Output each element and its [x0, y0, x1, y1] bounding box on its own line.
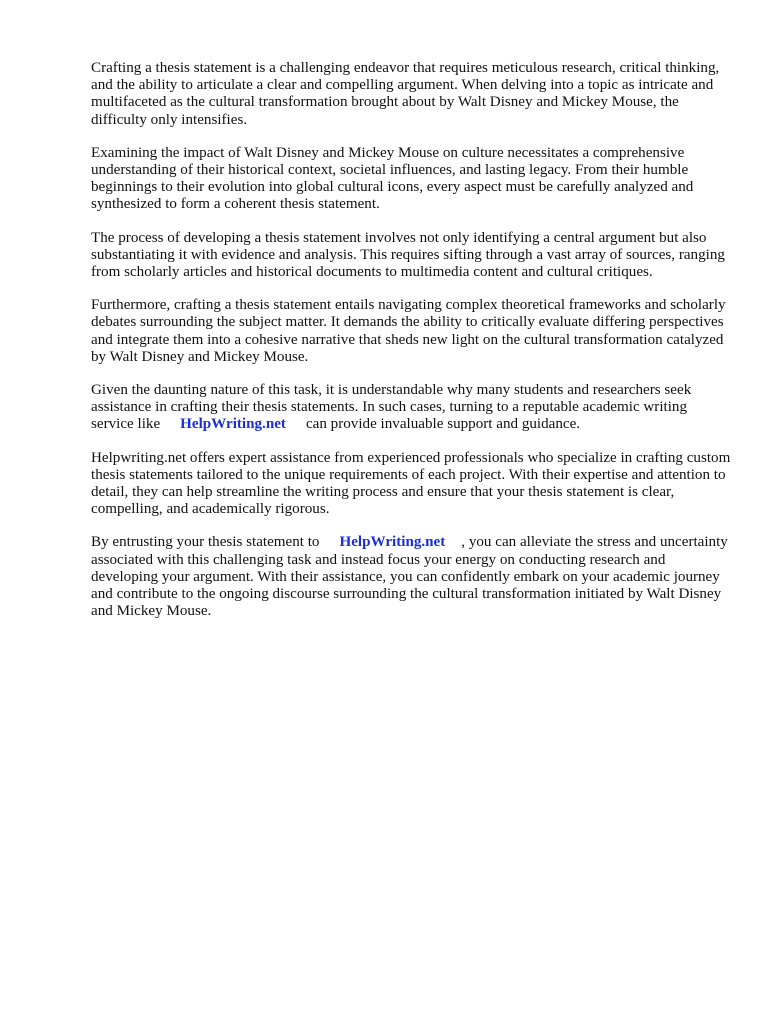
paragraph-entrusting-text-after: , you can alleviate the stress and uncertainty associated with this challenging task and instead focus your energy on conducting research and developing your argument. With their assistance, you can confidently embark on your academic journey and contribute to the ongoing discourse surrounding the cultural transformation initiated by Walt Disney and Mickey Mouse. [91, 534, 728, 620]
paragraph-assistance-text-before: Given the daunting nature of this task, it is understandable why many students and researchers seek assistance in crafting their thesis statements. In such cases, turning to a reputable academic writing service like [91, 382, 692, 433]
paragraph-entrusting [91, 534, 731, 620]
helpwriting-link-2[interactable]: HelpWriting.net [339, 534, 446, 551]
paragraph-assistance-text-after: can provide invaluable support and guidance. [305, 416, 581, 433]
paragraph-assistance [91, 382, 731, 434]
helpwriting-link[interactable]: HelpWriting.net [180, 416, 286, 433]
paragraph-impact: Examining the impact of Walt Disney and Mickey Mouse on culture necessitates a comprehensive understanding of their historical context, societal influences, and lasting legacy. From their humble beginnings to their evolution into global cultural icons, every aspect must be carefully analyzed and synthesized to form a coherent thesis statement. [91, 144, 694, 213]
paragraph-helpwriting-offer: Helpwriting.net offers expert assistance from experienced professionals who specialize in crafting custom thesis statements tailored to the unique requirements of each project. With their expertise and attention to detail, they can help streamline the writing process and ensure that your thesis statement is clear, compelling, and academically rigorous. [91, 449, 731, 518]
paragraph-frameworks: Furthermore, crafting a thesis statement entails navigating complex theoretical frameworks and scholarly debates surrounding the subject matter. It demands the ability to critically evaluate differing perspectives and integrate them into a cohesive narrative that sheds new light on the cultural transformation catalyzed by Walt Disney and Mickey Mouse. [91, 297, 726, 365]
paragraph-entrusting-text-before: By entrusting your thesis statement to [91, 534, 320, 551]
paragraph-process: The process of developing a thesis statement involves not only identifying a central argument but also substantiating it with evidence and analysis. This requires sifting through a vast array of sources, ranging from scholarly articles and historical documents to multimedia content and cultural critiques. [91, 229, 725, 281]
document-body [91, 60, 731, 636]
paragraph-intro: Crafting a thesis statement is a challenging endeavor that requires meticulous research, critical thinking, and the ability to articulate a clear and compelling argument. When delving into a topic as intricate and multifaceted as the cultural transformation brought about by Walt Disney and Mickey Mouse, the difficulty only intensifies. [91, 60, 720, 128]
